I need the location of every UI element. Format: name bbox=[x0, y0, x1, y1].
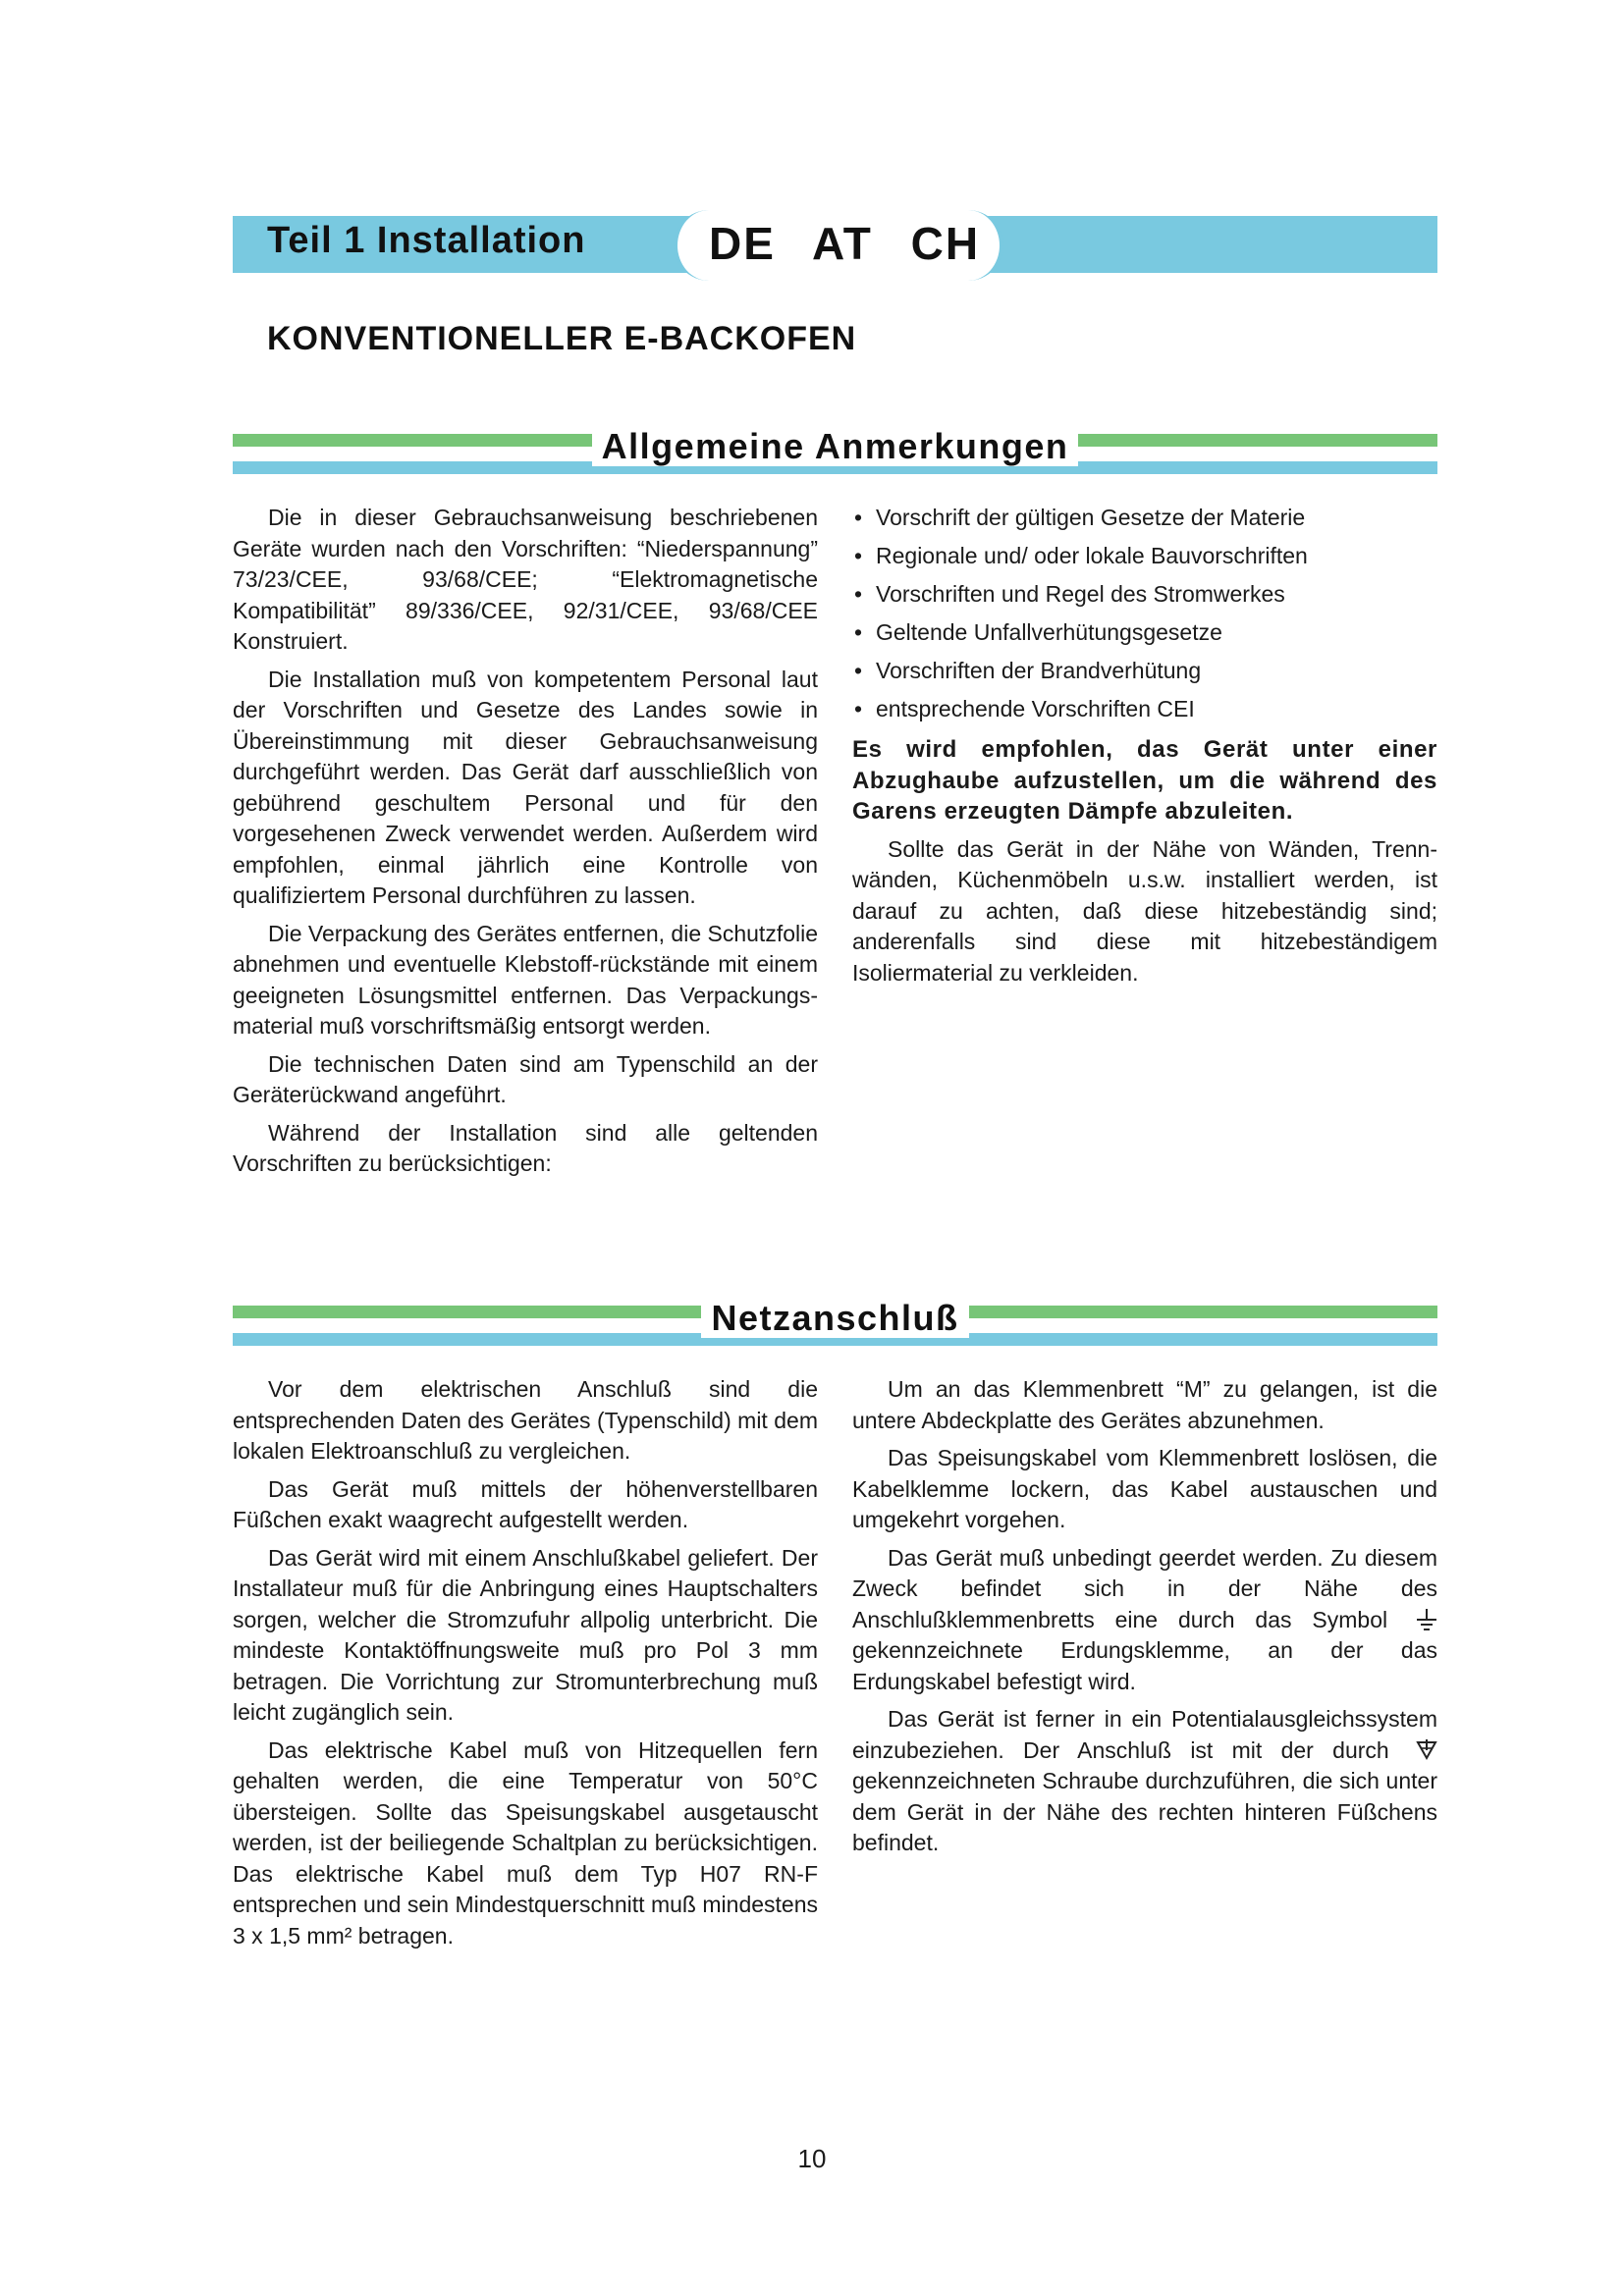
paragraph: Während der Installation sind alle geltenden Vorschriften zu berücksichtigen: bbox=[233, 1119, 818, 1176]
list-item: • entsprechende Vorschriften CEI bbox=[852, 690, 1437, 728]
section1-title: Allgemeine Anmerkungen bbox=[233, 426, 1437, 467]
header-part-title: Teil 1 Installation bbox=[267, 220, 586, 261]
country-codes: DE AT CH bbox=[709, 218, 981, 269]
equipotential-text-b: gekennzeichneten Schraube durchzuführen, die sich unter dem Gerät in der Nähe des rechten hinteren Füßchens befindet. bbox=[852, 1768, 1437, 1855]
list-item: • Vorschrift der gültigen Gesetze der Materie bbox=[852, 499, 1437, 537]
paragraph: Um an das Klemmenbrett “M” zu gelangen, ist die untere Abdeckplatte des Gerätes abzunehmen. bbox=[852, 1376, 1437, 1433]
paragraph: Das Gerät wird mit einem Anschlußkabel geliefert. Der Installateur muß für die Anbringung eines Hauptschalters sorgen, welcher die Stromzufuhr allpolig unterbricht. Die mindeste Kontaktöffnungsweite muß pro Pol 3 mm betragen. Die Vorrichtung zur Stromunterbrechung muß leicht zugänglich sein. bbox=[233, 1544, 818, 1725]
ground-symbol-icon bbox=[1416, 1608, 1437, 1631]
section2-right-column bbox=[852, 1374, 1437, 1866]
list-item: • Geltende Unfallverhütungsgesetze bbox=[852, 614, 1437, 652]
paragraph bbox=[852, 1543, 1437, 1698]
equipotential-text-a: Das Gerät ist ferner in ein Potentialausgleichssystem einzubeziehen. Der Anschluß ist mit der durch bbox=[852, 1706, 1437, 1763]
section2-left-column bbox=[233, 1374, 818, 1958]
paragraph: Vor dem elektrischen Anschluß sind die entsprechenden Daten des Gerätes (Typenschild) mit dem lokalen Elektroanschluß zu vergleichen. bbox=[233, 1376, 818, 1464]
paragraph bbox=[852, 1704, 1437, 1859]
list-item: • Vorschriften und Regel des Stromwerkes bbox=[852, 575, 1437, 614]
paragraph: Die Installation muß von kompetentem Personal laut der Vorschriften und Gesetze des Landes sowie in Übereinstimmung mit dieser Gebrauchsanweisung durchgeführt werden. Das Gerät darf ausschließlich von gebührend geschultem Personal und für den vorgesehenen Zweck verwendet werden. Außerdem wird empfohlen, einmal jährlich eine Kontrolle von qualifiziertem Personal durchführen zu lassen. bbox=[233, 666, 818, 908]
earthing-text-b: gekennzeichnete Erdungsklemme, an der das Erdungskabel befestigt wird. bbox=[852, 1637, 1437, 1694]
paragraph: Die in dieser Gebrauchsanweisung beschriebenen Geräte wurden nach den Vorschriften: “Niederspannung” 73/23/CEE, 93/68/CEE; “Elektromagnetische Kompatibilität” 89/336/CEE, 92/31/CEE, 93/68/CEE Konstruiert. bbox=[233, 505, 818, 654]
section2-title: Netzanschluß bbox=[233, 1298, 1437, 1339]
regulations-list bbox=[852, 499, 1437, 728]
page-number: 10 bbox=[797, 2144, 827, 2173]
equipotential-symbol-icon bbox=[1416, 1738, 1437, 1762]
paragraph: Das Gerät muß mittels der höhenverstellbaren Füßchen exakt waagrecht aufgestellt werden. bbox=[233, 1475, 818, 1532]
earthing-text-a: Das Gerät muß unbedingt geerdet werden. Zu diesem Zweck befindet sich in der Nähe des Anschlußklemmenbretts eine durch das Symbol bbox=[852, 1544, 1437, 1632]
paragraph: Die Verpackung des Gerätes entfernen, die Schutzfolie abnehmen und eventuelle Klebstoff-rückstände mit einem geeigneten Lösungsmittel entfernen. Das Verpackungs-material muß vorschriftsmäßig entsorgt werden. bbox=[233, 920, 819, 1039]
list-item: • Vorschriften der Brandverhütung bbox=[852, 652, 1437, 690]
paragraph: Sollte das Gerät in der Nähe von Wänden, Trenn-wänden, Küchenmöbeln u.s.w. installiert werden, ist darauf zu achten, daß diese hitzebeständig sind; anderenfalls sind diese mit hitzebeständigem Isoliermaterial zu verkleiden. bbox=[852, 835, 1437, 986]
section1-right-column bbox=[852, 499, 1437, 995]
hood-recommendation-note: Es wird empfohlen, das Gerät unter einer Abzughaube aufzustellen, um die während des Garens erzeugten Dämpfe abzuleiten. bbox=[852, 736, 1437, 825]
list-item: • Regionale und/ oder lokale Bauvorschriften bbox=[852, 537, 1437, 575]
paragraph: Das Speisungskabel vom Klemmenbrett loslösen, die Kabelklemme lockern, das Kabel austauschen und umgekehrt vorgehen. bbox=[852, 1445, 1437, 1532]
paragraph: Das elektrische Kabel muß von Hitzequellen fern gehalten werden, die eine Temperatur von 50°C übersteigen. Sollte das Speisungskabel ausgetauscht werden, ist der beiliegende Schaltplan zu berücksichtigen. Das elektrische Kabel muß dem Typ H07 RN-F entsprechen und sein Mindestquerschnitt muß mindestens 3 x 1,5 mm² betragen. bbox=[233, 1736, 818, 1949]
section1-left-column bbox=[233, 503, 818, 1187]
document-title: KONVENTIONELLER E-BACKOFEN bbox=[267, 320, 857, 357]
paragraph: Die technischen Daten sind am Typenschild an der Geräterückwand angeführt. bbox=[233, 1050, 818, 1107]
